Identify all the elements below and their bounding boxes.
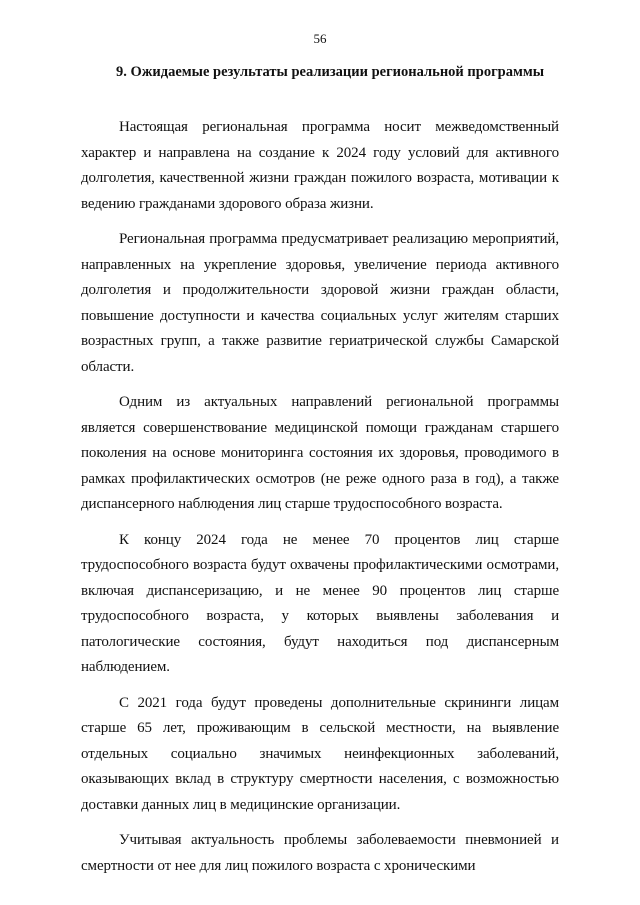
- section-title: 9. Ожидаемые результаты реализации региональной программы: [115, 64, 545, 80]
- page-number: 56: [313, 31, 327, 46]
- paragraph: С 2021 года будут проведены дополнительные скрининги лицам старше 65 лет, проживающим в сельской местности, на выявление отдельных социально значимых неинфекционных заболеваний, оказывающих вклад в структуру смертности населения, с возможностью доставки данных лиц в медицинские организации.: [81, 694, 559, 813]
- paragraph: К концу 2024 года не менее 70 процентов лиц старше трудоспособного возраста будут охвачены профилактическими осмотрами, включая диспансеризацию, и не менее 90 процентов лиц старше трудоспособного возраста, у которых выявлены заболевания и патологические состояния, будут находиться под диспансерным наблюдением.: [81, 531, 559, 675]
- paragraph: Настоящая региональная программа носит межведомственный характер и направлена на создание к 2024 году условий для активного долголетия, качественной жизни граждан пожилого возраста, мотивации к ведению гражданами здорового образа жизни.: [81, 119, 559, 212]
- paragraph: Региональная программа предусматривает реализацию мероприятий, направленных на укрепление здоровья, увеличение периода активного долголетия и продолжительности здоровой жизни граждан области, повышение доступности и качества социальных услуг жителям старших возрастных групп, а также развитие гериатрической службы Самарской области.: [81, 231, 559, 375]
- body-text: [81, 115, 559, 889]
- paragraph: Одним из актуальных направлений региональной программы является совершенствование медицинской помощи гражданам старшего поколения на основе мониторинга состояния их здоровья, проводимого в рамках профилактических осмотров (не реже одного раза в год), а также диспансерного наблюдения лиц старше трудоспособного возраста.: [81, 394, 559, 512]
- paragraph: Учитывая актуальность проблемы заболеваемости пневмонией и смертности от нее для лиц пожилого возраста с хроническими: [81, 832, 559, 874]
